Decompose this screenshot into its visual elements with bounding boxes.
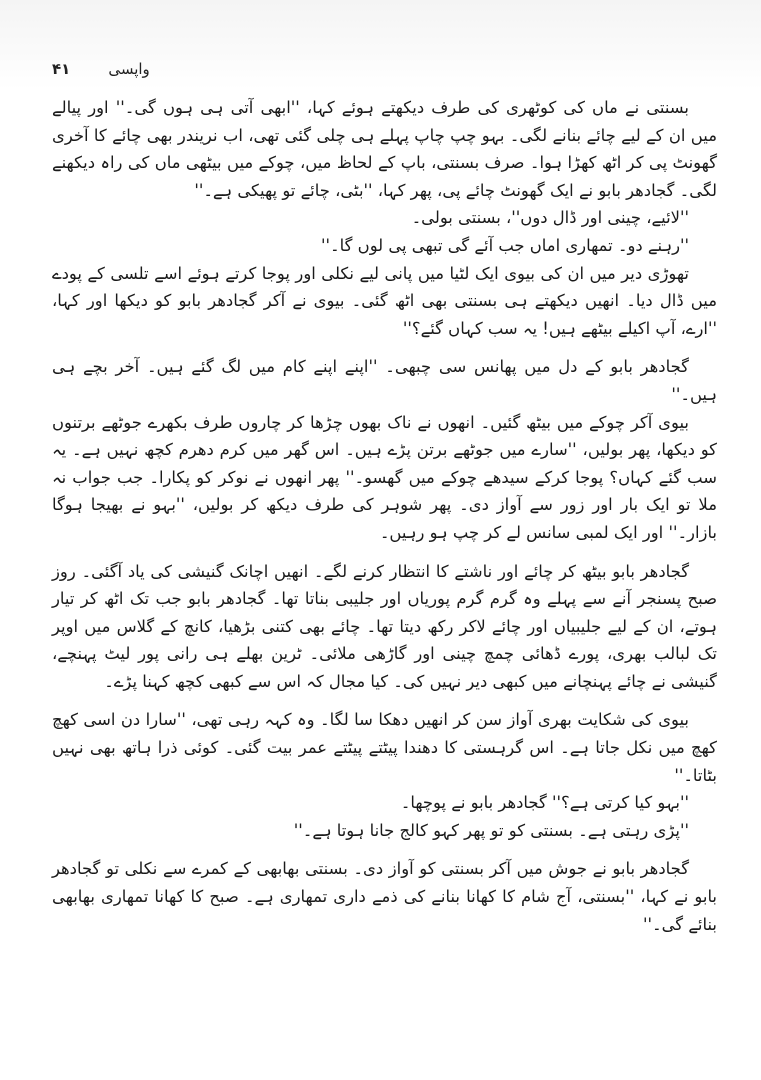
paragraph: بسنتی نے ماں کی کوٹھری کی طرف دیکھتے ہوئے کہا، ''ابھی آتی ہی ہوں گی۔'' اور پیالے میں ان کے لیے چائے بنانے لگی۔ بہو چپ چاپ پہلے ہی چلی گئی تھی، اب نریندر بھی چائے کا آخری گھونٹ پی کر اٹھ کھڑا ہوا۔ صرف بسنتی، باپ کے لحاظ میں، چوکے میں بیٹھی ماں کی راہ دیکھنے لگی۔ گجادھر بابو نے ایک گھونٹ چائے پی، پھر کہا، ''بٹی، چائے تو پھیکی ہے۔''	[52, 98, 717, 200]
paragraph: بیوی کی شکایت بھری آواز سن کر انھیں دھکا سا لگا۔ وہ کہہ رہی تھی، ''سارا دن اسی کھچ کھچ میں نکل جاتا ہے۔ اس گرہستی کا دھندا پیٹتے پیٹتے عمر بیت گئی۔ کوئی ذرا ہاتھ بھی نہیں بٹاتا۔''	[52, 710, 717, 785]
paragraph: گجادھر بابو نے جوش میں آکر بسنتی کو آواز دی۔ بسنتی بھابھی کے کمرے سے نکلی تو گجادھر بابو نے کہا، ''بسنتی، آج شام کا کھانا بنانے کی ذمے داری تمھاری ہے۔ صبح کا کھانا تمھاری بھابھی بنائے گی۔''	[52, 859, 717, 934]
paragraph: گجادھر بابو کے دل میں پھانس سی چبھی۔ ''اپنے اپنے کام میں لگ گئے ہیں۔ آخر بچے ہی ہیں۔''	[52, 357, 717, 404]
paragraph: ''رہنے دو۔ تمھاری اماں جب آئے گی تبھی پی لوں گا۔''	[321, 235, 689, 255]
paragraph: بیوی آکر چوکے میں بیٹھ گئیں۔ انھوں نے ناک بھوں چڑھا کر چاروں طرف بکھرے جوٹھے برتنوں کو دیکھا، پھر بولیں، ''سارے میں جوٹھے برتن پڑے ہیں۔ اس گھر میں کرم دھرم کچھ نہیں ہے۔ یہ سب گئے کہاں؟ پوجا کرکے سیدھے چوکے میں گھسو۔'' پھر انھوں نے نوکر کو پکارا۔ جب جواب نہ ملا تو ایک بار اور زور سے آواز دی۔ پھر شوہر کی طرف دیکھ کر بولیں، ''بہو نے بھیجا ہوگا بازار۔'' اور ایک لمبی سانس لے کر چپ ہو رہیں۔	[52, 412, 717, 542]
paragraph: ''لائیے، چینی اور ڈال دوں''، بسنتی بولی۔	[411, 208, 689, 228]
paragraph: گجادھر بابو بیٹھ کر چائے اور ناشتے کا انتظار کرنے لگے۔ انھیں اچانک گنیشی کی یاد آگئی۔ روز صبح پسنجر آنے سے پہلے وہ گرم گرم پوریاں اور جلیبی بناتا تھا۔ گجادھر بابو جب تک اٹھ کر تیار ہوتے، ان کے لیے جلیبیاں اور چائے لاکر رکھ دیتا تھا۔ چائے بھی کتنی بڑھیا، کانچ کے گلاس میں اوپر تک لبالب بھری، پورے ڈھائی چمچ چینی اور گاڑھی ملائی۔ ٹرین بھلے ہی رانی پور لیٹ پہنچے، گنیشی نے چائے پہنچانے میں کبھی دیر نہیں کی۔ کیا مجال کہ اس سے کبھی کچھ کہنا پڑے۔	[52, 561, 717, 691]
page-header	[52, 54, 721, 84]
running-title: واپسی	[108, 60, 150, 78]
page-number: ۴۱	[52, 60, 71, 78]
paragraph: تھوڑی دیر میں ان کی بیوی ایک لٹیا میں پانی لیے نکلی اور پوجا کرتے ہوئے اسے تلسی کے پودے میں ڈال دیا۔ انھیں دیکھتے ہی بسنتی بھی اٹھ گئی۔ بیوی نے آکر گجادھر بابو کو دیکھا اور کہا، ''ارے، آپ اکیلے بیٹھے ہیں! یہ سب کہاں گئے؟''	[52, 263, 717, 338]
paragraph: ''پڑی رہتی ہے۔ بسنتی کو تو پھر کہو کالج جانا ہوتا ہے۔''	[293, 820, 689, 840]
paragraph: ''بہو کیا کرتی ہے؟'' گجادھر بابو نے پوچھا۔	[400, 793, 689, 813]
story-text	[52, 94, 717, 938]
